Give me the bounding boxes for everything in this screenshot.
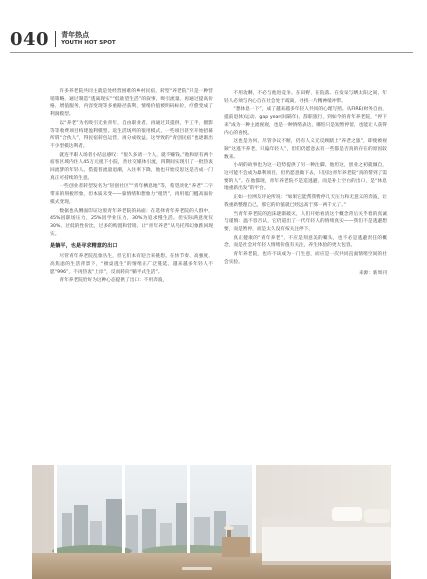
subheading: 是躺平，也是寻求精意的出口 (50, 243, 118, 250)
paragraph: 这也是为何，尽管争议不断，仍有人义无反顾踏上“养老之旅”，即使被视频“这逃不养老，只偏年轻人”，但们仍愿意去有一些都是否真的存在的原因较数来。 (224, 139, 387, 160)
section-title-cn: 青年热点 (61, 31, 90, 39)
photo-illustration (32, 465, 391, 579)
paragraph: 真正健康的“青年养老”，不应是刻意美的噱头，也不必是逃避责任的概念，而是社会对年轻人情绪价值有关注，养生体验的更大包容。 (224, 235, 387, 249)
page-header (10, 28, 116, 50)
header-rule (10, 52, 413, 53)
paragraph: 许多养老院共同主就是处经营困难的乡村民宿，转型“养老院”只是一种营销策略，通过制造“逃离现实”“低欲望生活”的叙事，吸引流量。再通过提高价格、增值服务，内容变现等多重路径获利，情绪价值被明码标价，疗愈变成了利润模型。 (50, 89, 213, 118)
paragraph: “想休息一下”，成了越来越多年轻人共同的心理写照。从FIRE(财务自由，提前退休)运动、gap year(间隔年)、辞职旅行，到如今的青年养老院，“停下来”成为一种主流视观，也是一种情绪表达，哪怕只是短暂停留，也能让人获得内心的喜悦。 (224, 107, 387, 136)
paragraph: 一些创业者转型发名为“轻创社区”“青年栖息地”等，希望淡化“养老”二字带来的刻板形象，但本质未变——靠情绪和想象力“租赁”，再用低门槛高溢价模式变现。 (50, 184, 213, 205)
paragraph: 青年养老院，也许不该成为一门生意，而应是一次共同直面情绪空间的社会实验。 (224, 252, 387, 265)
paragraph: 青年养老院恰好为这种心态提供了出口：不用奔波， (59, 278, 168, 284)
paragraph: 小胡的故事也为这一趋势提供了另一种注脚。他坦这，创业之初就倾自，这可能不会成为暴利项目，但仍愿意做下去，只因这青年养老院“真的帮到了需要的人”。在他都现，青年养老院不是造逃避，而是补上空白的出口，是“休息地重新出发”的平台。 (224, 163, 387, 192)
paragraph: 数据也从侧面印证这股青年养老院的局面：在选择青年养老院的人群中，45%因职场压力，25%因学业压力，30%为追求慢生活。但实际满意度仅30%，过低的性价比，过多的购置和营销，让“青年养老”从乌托邦幻象跌回现实。 (50, 208, 213, 237)
left-column (50, 88, 213, 286)
right-column (224, 90, 387, 279)
paragraph: 尽管青年养老院乱象丛生，但它们本有迎合来挑想。在快节奏、高强度、高焦虑的生活背景下，“掀桌逃生”的情绪正广泛蔓延。越来越多年轻人不愿“996”，不再热衷“上岸”，反而转向“躺平式生活”。 (50, 254, 213, 275)
page-number: 040 (10, 28, 50, 50)
paragraph: 以“养老”为名吸引无业青年，自由职业者，再通过其提供，半工半，摄影等等收费项目构建盈利模型。返生活场所的很用模式，一些项目甚至开始招募所谓“合伙人”，得民宿转包运营，再分成收益。这导致的“青创民宿”也逐渐出不少型模达利者。 (50, 120, 213, 149)
source-credit: 来源：新周刊 (358, 271, 387, 277)
section-label (61, 31, 116, 47)
paragraph: 当青年养老院的泡沫逐渐破灭，人们开始看清这个概念背后关乎着的真诚与谨慎：温不容否认，它仍道出了一代年轻人的情绪真实——我们不是逃避想要，而是暂停，而是太久没有按关注停下。 (224, 211, 387, 232)
paragraph: 就连半职人场者小结总感叹：“很久多请一个人，就不赚钱。”他和原有两个宿客区域内住人45万元租下小院，善社交媒体引流，四期间实现引了一批热衷回流梦的年轻人。借提普流量退潮，入住率下降，他也开始反思这是否成一门真正可持续的生意。 (50, 152, 213, 181)
header-divider (55, 31, 56, 47)
paragraph: 不用攻聊，不必与他进竞争。在田野、在院落、在发呆与晒太阳之间，年轻人必须与内心自在社会处于疏离，寻找一片精神缓冲带。 (224, 91, 387, 104)
paragraph: 正如一位网友评论所说：“如果它能帮我暂停几天压力和无意义的奔波，让我重新整理自己，那它的价值就已经远高于那一两千元了。” (224, 195, 387, 208)
section-title-en: YOUTH HOT SPOT (61, 40, 116, 46)
bedroom-city-view-photo (32, 465, 391, 579)
